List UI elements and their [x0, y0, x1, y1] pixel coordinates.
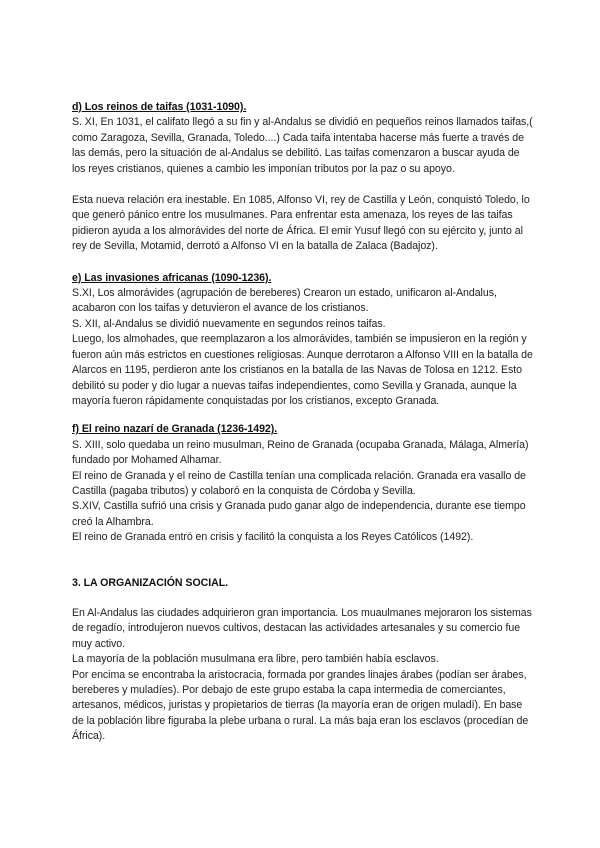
section-title-organizacion-social: 3. LA ORGANIZACIÓN SOCIAL.	[72, 576, 229, 589]
paragraph-nazari-2: El reino de Granada y el reino de Castilla tenían una complicada relación. Granada era vasallo de Castilla (pagaba tributos) y colaboró en la conquista de Córdoba y Sevilla.	[72, 469, 526, 497]
heading-reinos-taifas: d) Los reinos de taifas (1031-1090).	[72, 101, 247, 113]
paragraph-social-3: Por encima se encontraba la aristocracia, formada por grandes linajes árabes (podían ser árabes, bereberes y muladíes). Por debajo de este grupo estaba la capa intermedia de comerciantes, artesanos, médicos, juristas y propietarios de tierras (la mayoría eran de origen muladí). En base de la población libre figuraba la plebe urbana o rural. La más baja eran los esclavos (procedían de África).	[72, 668, 529, 743]
paragraph-invasiones-2: S. XII, al-Andalus se dividió nuevamente en segundos reinos taifas.	[72, 317, 386, 330]
paragraph-social-1: En Al-Andalus las ciudades adquirieron gran importancia. Los muaulmanes mejoraron los sistemas de regadío, introdujeron nuevos cultivos, destacan las actividades artesanales y su comercio fue muy activo.	[72, 606, 532, 650]
heading-reino-nazari: f) El reino nazarí de Granada (1236-1492).	[72, 423, 278, 436]
paragraph-taifas-1: S. XI, En 1031, el califato llegó a su fin y al-Andalus se dividió en pequeños reinos llamados taifas,( como Zaragoza, Sevilla, Granada, Toledo....) Cada taifa intentaba hacerse más fuerte a través de las demás, pero la situación de al-Andalus se debilitó. Las taifas comenzaron a buscar ayuda de los reyes cristianos, quienes a cambio les imponían tributos por la paz o su apoyo.	[72, 116, 533, 175]
paragraph-nazari-3: S.XIV, Castilla sufrió una crisis y Granada pudo ganar algo de independencia, durante ese tiempo creó la Alhambra.	[72, 500, 526, 528]
paragraph-invasiones-3: Luego, los almohades, que reemplazaron a los almorávides, también se impusieron en la región y fueron aún más estrictos en cuestiones religiosas. Aunque derrotaron a Alfonso VIII en la batalla de Alarcos en 1195, perdieron ante los cristianos en la batalla de las Navas de Tolosa en 1212. Esto debilitó su poder y dio lugar a nuevas taifas independientes, como Sevilla y Granada, aunque la mayoría fueron rápidamente conquistadas por los cristianos, excepto Granada.	[72, 333, 533, 407]
paragraph-nazari-4: El reino de Granada entró en crisis y facilitó la conquista a los Reyes Católicos (1492).	[72, 531, 474, 544]
paragraph-nazari-1: S. XIII, solo quedaba un reino musulman, Reino de Granada (ocupaba Granada, Málaga, Almería) fundado por Mohamed Alhamar.	[72, 438, 529, 467]
document-page	[72, 100, 534, 745]
heading-invasiones-africanas: e) Las invasiones africanas (1090-1236).	[72, 271, 272, 284]
paragraph-taifas-2: Esta nueva relación era inestable. En 1085, Alfonso VI, rey de Castilla y León, conquistó Toledo, lo que generó pánico entre los musulmanes. Para enfrentar esta amenaza, los reyes de las taifas pidieron ayuda a los almorávides del norte de África. El emir Yusuf llegó con su ejército y, junto al rey de Sevilla, Motamid, derrotó a Alfonso VI en la batalla de Zalaca (Badajoz).	[72, 194, 530, 253]
paragraph-social-2: La mayoría de la población musulmana era libre, pero también había esclavos.	[72, 653, 439, 666]
paragraph-invasiones-1: S.XI, Los almorávides (agrupación de bereberes) Crearon un estado, unificaron al-Andalus, acabaron con los taifas y detuvieron el avance de los cristianos.	[72, 287, 497, 315]
